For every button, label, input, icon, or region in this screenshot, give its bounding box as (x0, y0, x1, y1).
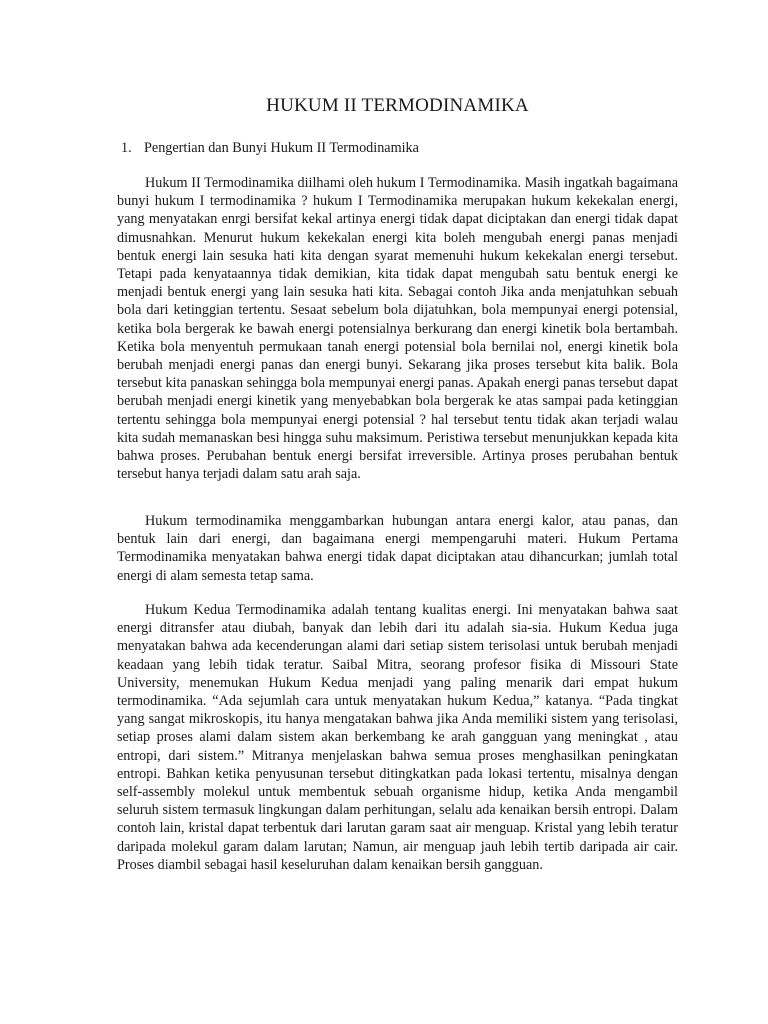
document-title: HUKUM II TERMODINAMIKA (266, 95, 529, 116)
body-paragraph: Hukum II Termodinamika diilhami oleh hukum I Termodinamika. Masih ingatkah bagaimana bunyi hukum I termodinamika ? hukum I Termodinamika merupakan hukum kekekalan energi, yang menyatakan enrgi bersifat kekal artinya energi tidak dapat diciptakan dan energi tidak dapat dimusnahkan. Menurut hukum kekekalan energi kita boleh mengubah energi panas menjadi bentuk energi lain sesuka hati kita dengan syarat memenuhi hukum kekekalan energi tersebut. Tetapi pada kenyataannya tidak demikian, kita tidak dapat mengubah satu bentuk energi ke menjadi bentuk energi yang lain sesuka hati kita. Sebagai contoh Jika anda menjatuhkan sebuah bola dari ketinggian tertentu. Sesaat sebelum bola dijatuhkan, bola mempunyai energi potensial, ketika bola bergerak ke bawah energi potensialnya berkurang dan energi kinetik bola bertambah. Ketika bola menyentuh permukaan tanah energi potensial bola bernilai nol, energi kinetik bola berubah menjadi energi panas dan energi bunyi. Sekarang jika proses tersebut kita balik. Bola tersebut kita panaskan sehingga bola mempunyai energi panas. Apakah energi panas tersebut dapat berubah menjadi energi kinetik yang menyebabkan bola bergerak ke atas sampai pada ketinggian tertentu sehingga bola mempunyai energi potensial ? hal tersebut tentu tidak akan terjadi walau kita sudah memanaskan besi hingga suhu maksimum. Peristiwa tersebut menunjukkan kepada kita bahwa proses. Perubahan bentuk energi bersifat irreversible. Artinya proses perubahan bentuk tersebut hanya terjadi dalam satu arah saja. (117, 175, 678, 483)
body-paragraph: Hukum Kedua Termodinamika adalah tentang kualitas energi. Ini menyatakan bahwa saat energi ditransfer atau diubah, banyak dan lebih dari itu adalah sia-sia. Hukum Kedua juga menyatakan bahwa ada kecenderungan alami dari setiap sistem terisolasi untuk berubah menjadi keadaan yang lebih tidak teratur. Saibal Mitra, seorang profesor fisika di Missouri State University, menemukan Hukum Kedua menjadi yang paling menarik dari empat hukum termodinamika. “Ada sejumlah cara untuk menyatakan hukum Kedua,” katanya. “Pada tingkat yang sangat mikroskopis, itu hanya mengatakan bahwa jika Anda memiliki sistem yang terisolasi, setiap proses alami dalam sistem akan berkembang ke arah gangguan yang meningkat , atau entropi, dari sistem.” Mitranya menjelaskan bahwa semua proses menghasilkan peningkatan entropi. Bahkan ketika penyusunan tersebut ditingkatkan pada lokasi tertentu, misalnya dengan self-assembly molekul untuk membentuk sebuah organisme hidup, ketika Anda mengambil seluruh sistem termasuk lingkungan dalam perhitungan, selalu ada kenaikan bersih entropi. Dalam contoh lain, kristal dapat terbentuk dari larutan garam saat air menguap. Kristal yang lebih teratur daripada molekul garam dalam larutan; Namun, air menguap jauh lebih tertib daripada air cair. Proses diambil sebagai hasil keseluruhan dalam kenaikan bersih gangguan. (117, 602, 678, 873)
section-heading-text: Pengertian dan Bunyi Hukum II Termodinamika (144, 140, 419, 156)
section-heading (121, 138, 419, 158)
section-number: 1. (121, 140, 132, 156)
body-paragraph: Hukum termodinamika menggambarkan hubungan antara energi kalor, atau panas, dan bentuk lain dari energi, dan bagaimana energi mempengaruhi materi. Hukum Pertama Termodinamika menyatakan bahwa energi tidak dapat diciptakan atau dihancurkan; jumlah total energi di alam semesta tetap sama. (117, 513, 678, 584)
